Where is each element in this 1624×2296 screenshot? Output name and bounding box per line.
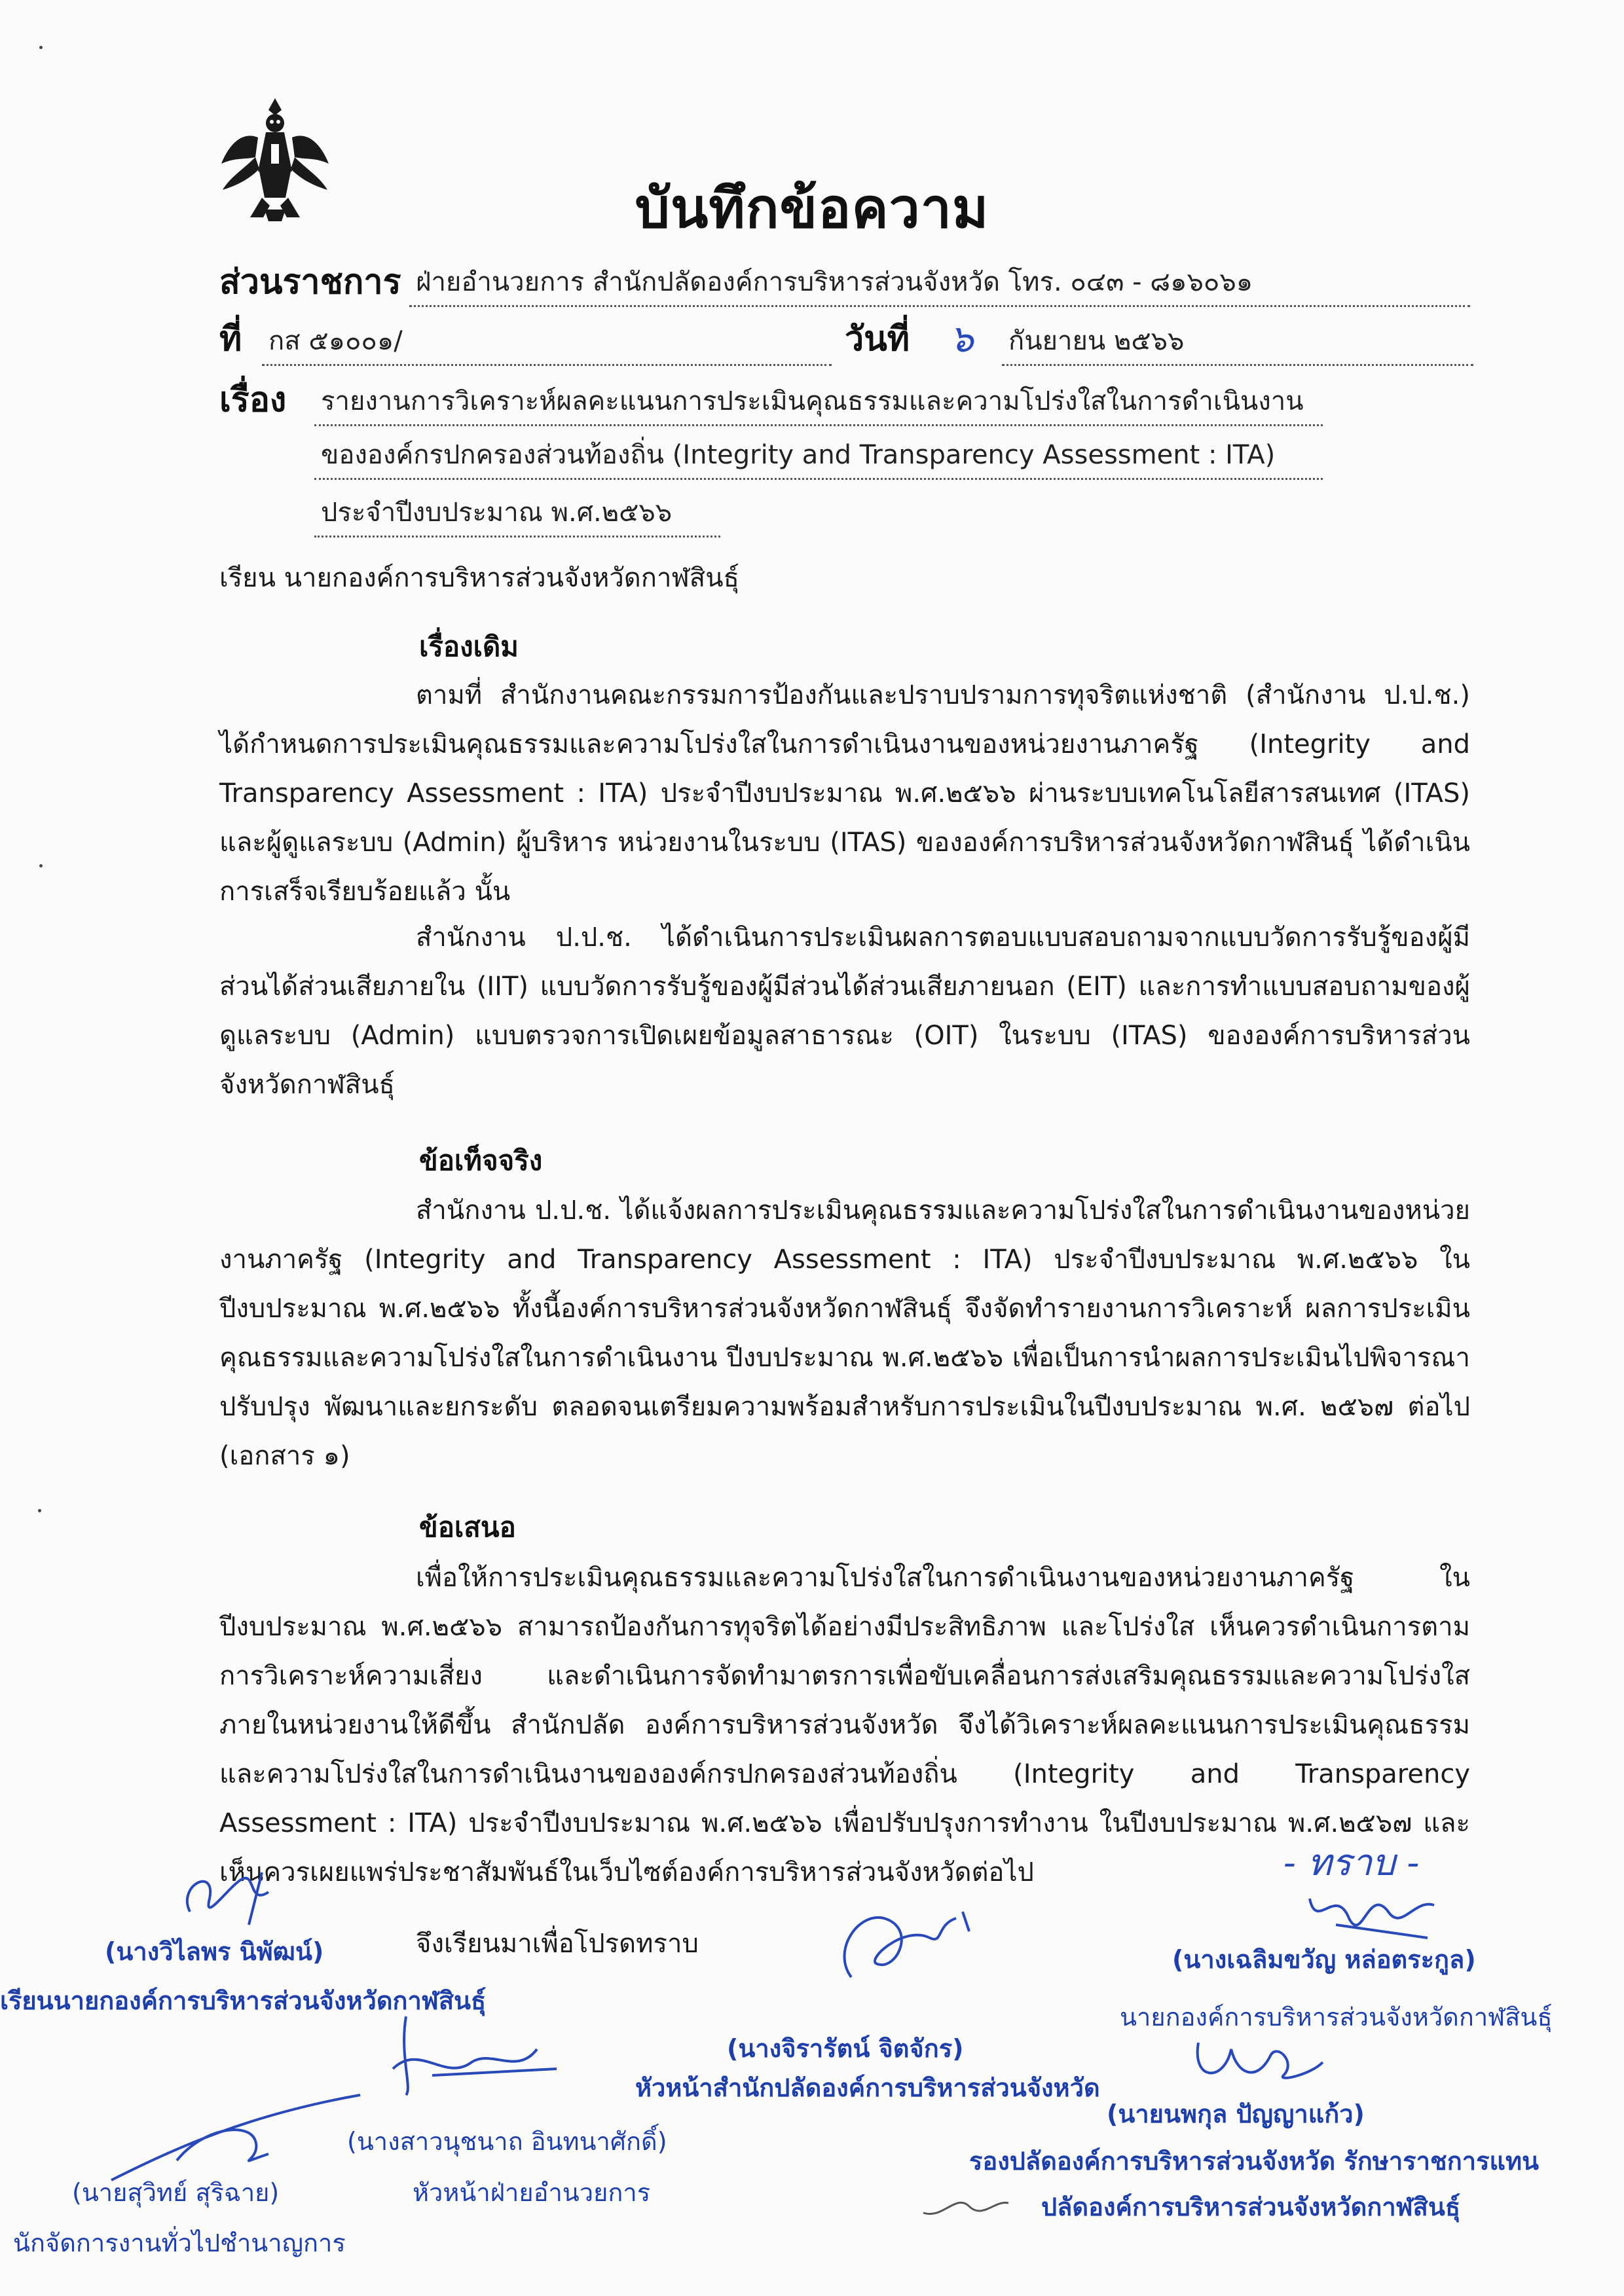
signature-position-chalermkwan: นายกองค์การบริหารส่วนจังหวัดกาฬสินธุ์	[1120, 2003, 1553, 2032]
signature-name-wilaiporn: (นางวิไลพร นิพัฒน์)	[105, 1937, 324, 1966]
background-paragraph-2-text: สำนักงาน ป.ป.ช. ได้ดำเนินการประเมินผลการตอบแบบสอบถามจากแบบวัดการรับรู้ของผู้มีส่วนได้ส่วนเสียภายใน (IIT) แบบวัดการรับรู้ของผู้มีส่วนได้ส่วนเสียภายนอก (EIT) และการทำแบบสอบถามของผู้ดูแลระบบ (Admin) แบบตรวจการเปิดเผยข้อมูลสาธารณะ (OIT) ในระบบ (ITAS) ขององค์การบริหารส่วนจังหวัดกาฬสินธุ์	[219, 922, 1470, 1100]
date-value: กันยายน ๒๕๖๖	[1002, 319, 1473, 366]
section-heading-facts: ข้อเท็จจริง	[419, 1144, 543, 1176]
margin-dot	[38, 1509, 41, 1512]
signature-name-jirarat: (นางจิรารัตน์ จิตจักร)	[727, 2034, 964, 2063]
agency-label: ส่วนราชการ	[219, 263, 401, 302]
signature-position-noppakul-line2: ปลัดองค์การบริหารส่วนจังหวัดกาฬสินธุ์	[1041, 2193, 1461, 2221]
background-paragraph-2	[219, 913, 1470, 1110]
section-heading-proposal: ข้อเสนอ	[419, 1511, 516, 1543]
margin-scribble	[917, 2187, 1015, 2226]
proposal-paragraph-1	[219, 1554, 1470, 1897]
closing-line: จึงเรียนมาเพื่อโปรดทราบ	[416, 1929, 699, 1959]
facts-paragraph-1-text: สำนักงาน ป.ป.ช. ได้แจ้งผลการประเมินคุณธรรมและความโปร่งใสในการดำเนินงานของหน่วยงานภาครัฐ (Integrity and Transparency Assessment : ITA) ประจำปีงบประมาณ พ.ศ.๒๕๖๖ ในปีงบประมาณ พ.ศ.๒๕๖๖ ทั้งนี้องค์การบริหารส่วนจังหวัดกาฬสินธุ์ จึงจัดทำรายงานการวิเคราะห์ ผลการประเมินคุณธรรมและความโปร่งใสในการดำเนินงาน ปีงบประมาณ พ.ศ.๒๕๖๖ เพื่อเป็นการนำผลการประเมินไปพิจารณาปรับปรุง พัฒนาและยกระดับ ตลอดจนเตรียมความพร้อมสำหรับการประเมินในปีงบประมาณ พ.ศ. ๒๕๖๗ ต่อไป (เอกสาร ๑)	[219, 1195, 1470, 1471]
handwritten-acknowledged-note: - ทราบ -	[1283, 1842, 1420, 1884]
section-heading-background: เรื่องเดิม	[419, 630, 519, 663]
subject-label: เรื่อง	[219, 380, 287, 420]
signature-position-jirarat: หัวหน้าสำนักปลัดองค์การบริหารส่วนจังหวัด	[635, 2073, 1100, 2102]
signature-name-nutchanat: (นางสาวนุชนาถ อินทนาศักดิ์)	[347, 2127, 667, 2156]
signature-name-noppakul: (นายนพกุล ปัญญาแก้ว)	[1107, 2100, 1365, 2128]
signature-scribble-wilaiporn	[164, 1859, 295, 1931]
background-paragraph-1	[219, 671, 1470, 917]
proposal-paragraph-1-text: เพื่อให้การประเมินคุณธรรมและความโปร่งใสในการดำเนินงานของหน่วยงานภาครัฐ ในปีงบประมาณ พ.ศ.๒๕๖๖ สามารถป้องกันการทุจริตได้อย่างมีประสิทธิภาพ และโปร่งใส เห็นควรดำเนินการตามการวิเคราะห์ความเสี่ยง และดำเนินการจัดทำมาตรการเพื่อขับเคลื่อนการส่งเสริมคุณธรรมและความโปร่งใสภายในหน่วยงานให้ดีขึ้น สำนักปลัด องค์การบริหารส่วนจังหวัด จึงได้วิเคราะห์ผลคะแนนการประเมินคุณธรรมและความโปร่งใสในการดำเนินงานขององค์กรปกครองส่วนท้องถิ่น (Integrity and Transparency Assessment : ITA) ประจำปีงบประมาณ พ.ศ.๒๕๖๖ เพื่อปรับปรุงการทำงาน ในปีงบประมาณ พ.ศ.๒๕๖๗ และเห็นควรเผยแพร่ประชาสัมพันธ์ในเว็บไซต์องค์การบริหารส่วนจังหวัดต่อไป	[219, 1563, 1470, 1887]
subject-line-2: ขององค์กรปกครองส่วนท้องถิ่น (Integrity and Transparency Assessment : ITA)	[314, 433, 1323, 480]
margin-dot	[39, 46, 43, 49]
background-paragraph-1-text: ตามที่ สำนักงานคณะกรรมการป้องกันและปราบปรามการทุจริตแห่งชาติ (สำนักงาน ป.ป.ช.) ได้กำหนดการประเมินคุณธรรมและความโปร่งใสในการดำเนินงานของหน่วยงานภาครัฐ (Integrity and Transparency Assessment : ITA) ประจำปีงบประมาณ พ.ศ.๒๕๖๖ ผ่านระบบเทคโนโลยีสารสนเทศ (ITAS) และผู้ดูแลระบบ (Admin) ผู้บริหาร หน่วยงานในระบบ (ITAS) ขององค์การบริหารส่วนจังหวัดกาฬสินธุ์ ได้ดำเนินการเสร็จเรียบร้อยแล้ว นั้น	[219, 680, 1470, 907]
signature-name-chalermkwan: (นางเฉลิมขวัญ หล่อตระกูล)	[1172, 1945, 1476, 1974]
salutation: เรียน นายกองค์การบริหารส่วนจังหวัดกาฬสินธุ์	[219, 563, 739, 593]
document-title: บันทึกข้อความ	[635, 176, 989, 240]
margin-dot	[39, 864, 43, 867]
signature-scribble-jirarat	[825, 1899, 1008, 1990]
date-label: วันที่	[845, 319, 910, 359]
signature-position-wilaiporn: เรียนนายกองค์การบริหารส่วนจังหวัดกาฬสินธุ์	[0, 1986, 487, 2015]
signature-position-nutchanat: หัวหน้าฝ่ายอำนวยการ	[413, 2178, 651, 2207]
facts-paragraph-1	[219, 1186, 1470, 1481]
subject-line-3: ประจำปีงบประมาณ พ.ศ.๒๕๖๖	[314, 491, 720, 538]
subject-line-1: รายงานการวิเคราะห์ผลคะแนนการประเมินคุณธรรมและความโปร่งใสในการดำเนินงาน	[314, 380, 1323, 426]
ref-label: ที่	[219, 319, 242, 359]
agency-value: ฝ่ายอำนวยการ สำนักปลัดองค์การบริหารส่วนจังหวัด โทร. ๐๔๓ - ๘๑๖๐๖๑	[409, 261, 1470, 307]
signature-position-suwit: นักจัดการงานทั่วไปชำนาญการ	[13, 2229, 346, 2257]
signature-name-suwit: (นายสุวิทย์ สุริฉาย)	[72, 2178, 280, 2207]
signature-position-noppakul-line1: รองปลัดองค์การบริหารส่วนจังหวัด รักษาราชการแทน	[969, 2147, 1539, 2176]
ref-value: กส ๕๑๐๐๑/	[262, 319, 832, 366]
date-day-handwritten: ๖	[950, 316, 974, 361]
